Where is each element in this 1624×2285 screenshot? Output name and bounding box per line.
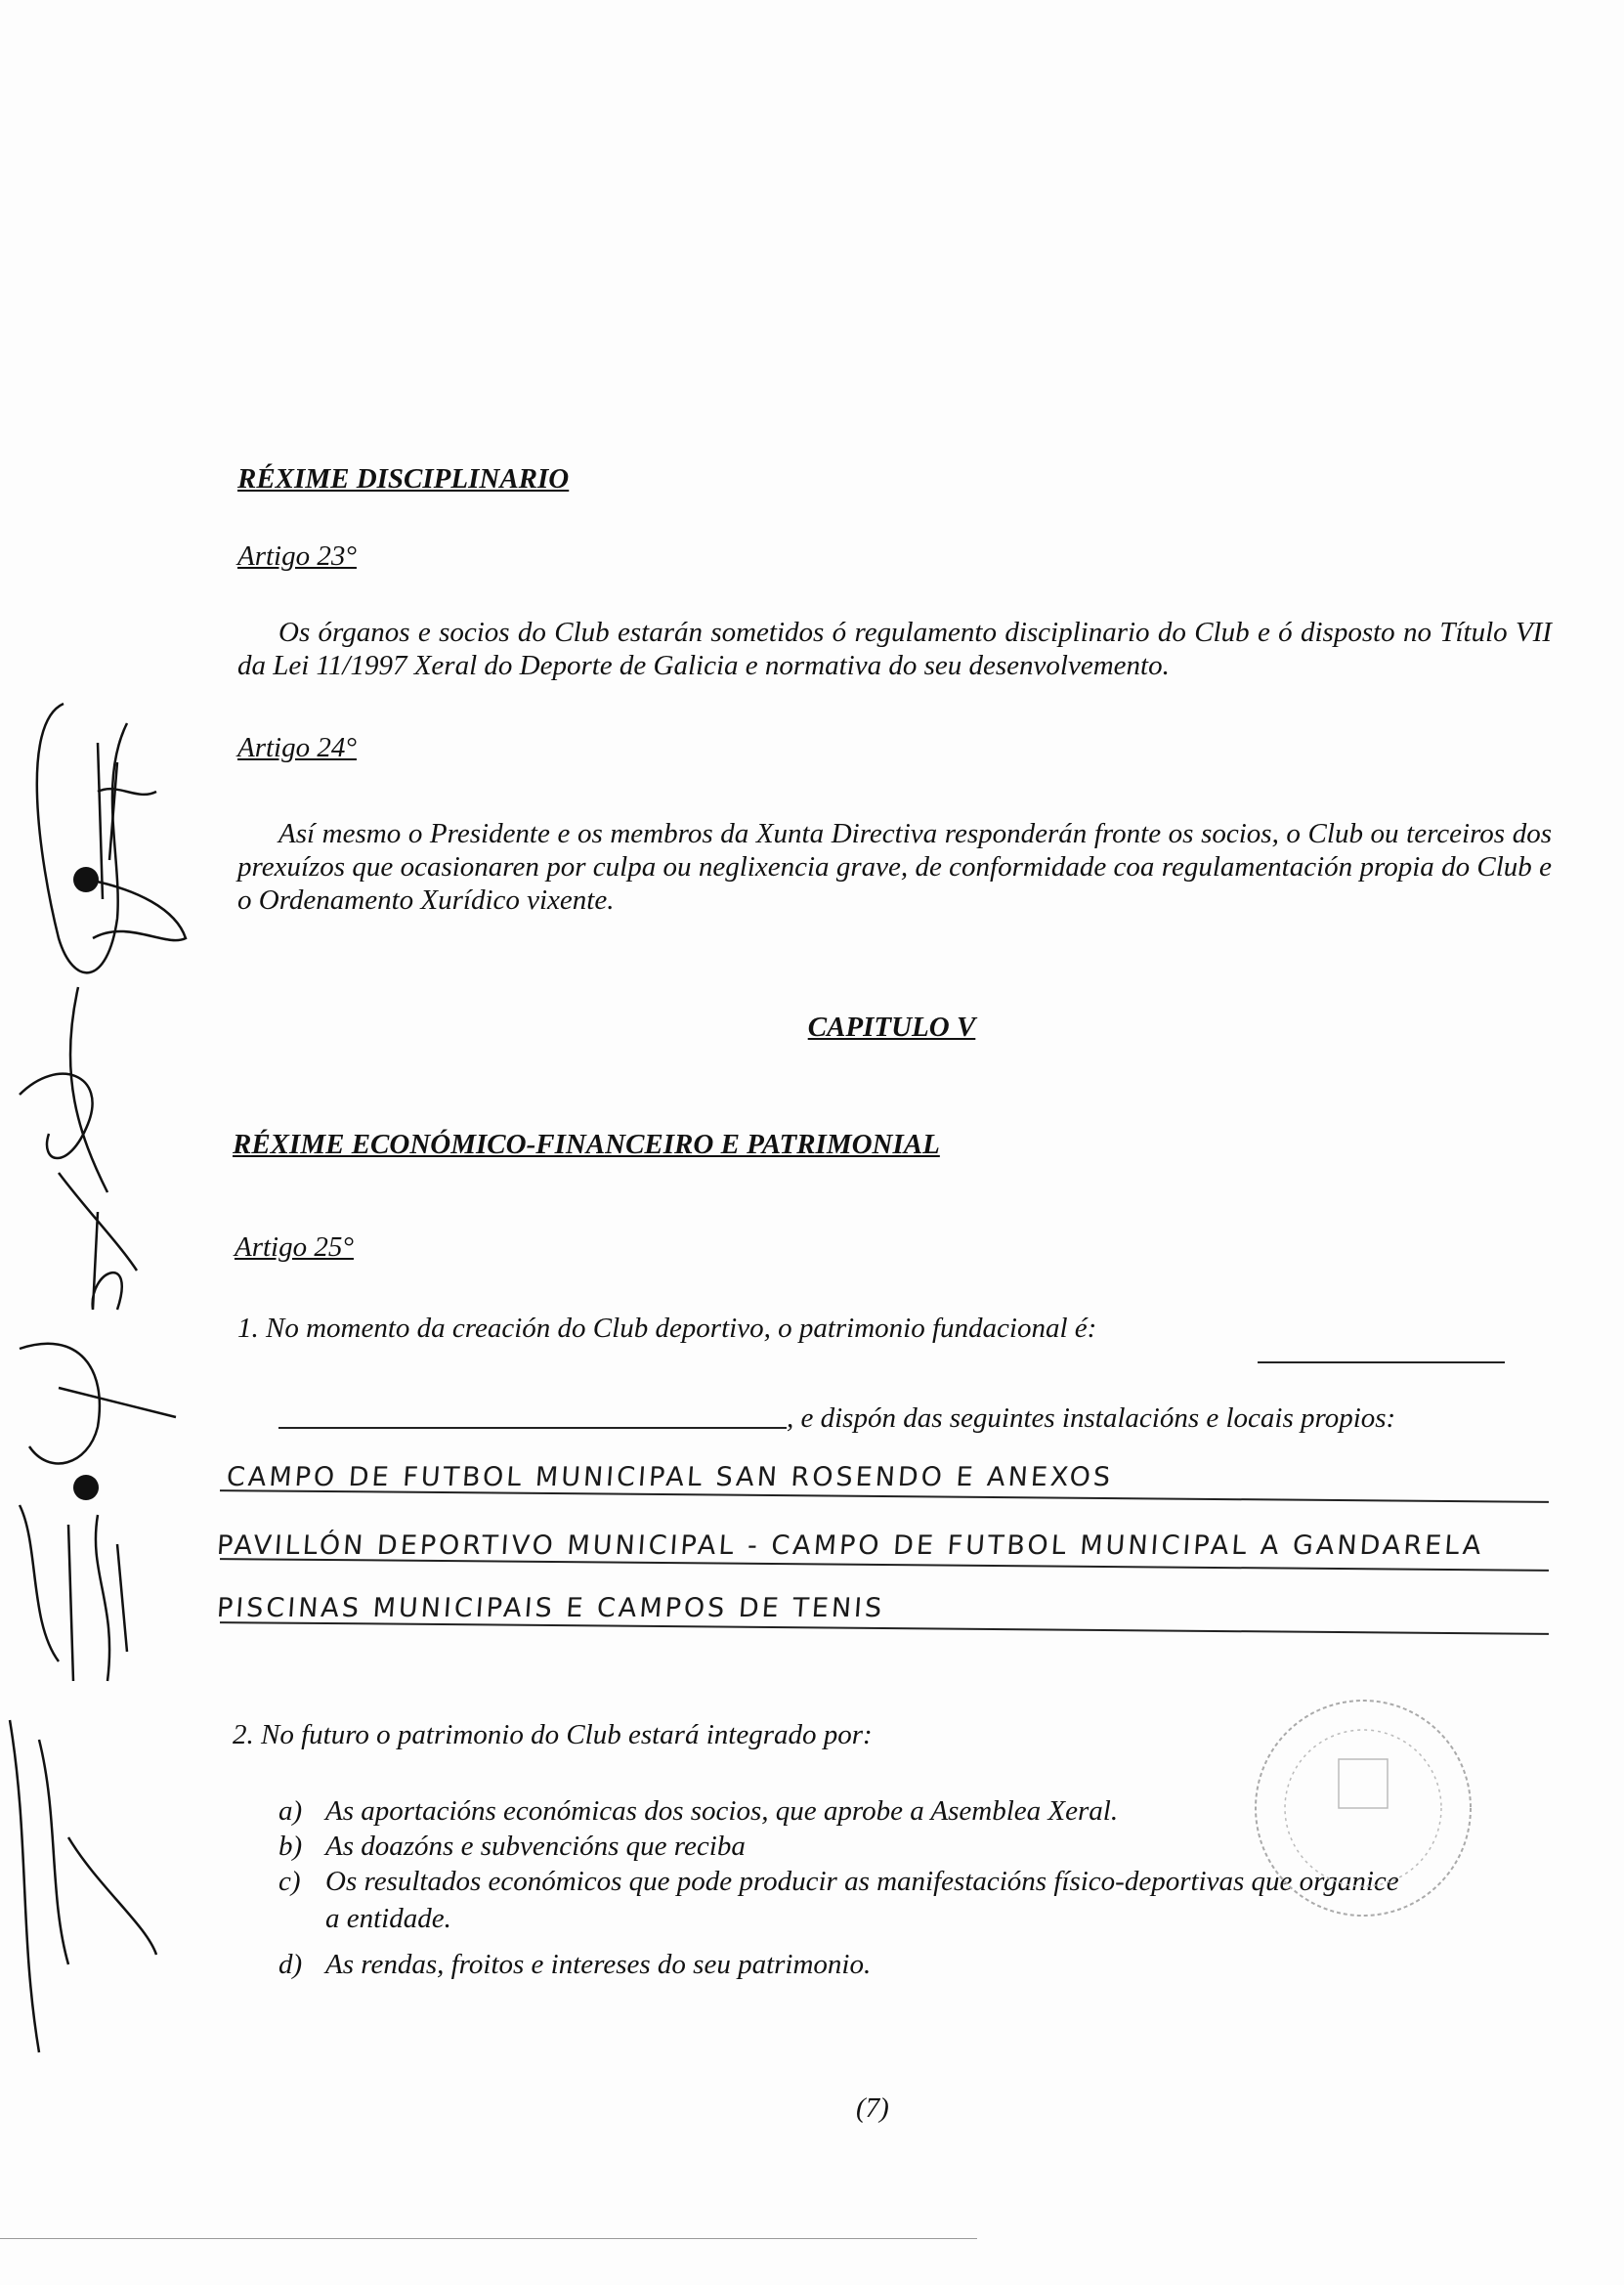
chapter-heading: RÉXIME ECONÓMICO-FINANCEIRO E PATRIMONIAL [233, 1129, 940, 1160]
page-number: (7) [856, 2092, 889, 2124]
blank-line [278, 1427, 787, 1429]
item-1-text: 1. No momento da creación do Club deportivo, o patrimonio fundacional é: [237, 1313, 1097, 1344]
subitem-text: Os resultados económicos que pode producir as manifestacións físico-deportivas que organice [325, 1866, 1399, 1897]
subitem-text: a entidade. [325, 1903, 451, 1934]
subitem-c [278, 1865, 1399, 1898]
subitem-b [278, 1830, 746, 1863]
subitem-text: As aportacións económicas dos socios, que aprobe a Asemblea Xeral. [325, 1795, 1119, 1827]
form-line [220, 1621, 1549, 1635]
subitem-label: d) [278, 1949, 303, 1980]
handwritten-line-1: CAMPO DE FUTBOL MUNICIPAL SAN ROSENDO E ANEXOS [225, 1462, 1115, 1492]
article-24-title: Artigo 24° [237, 732, 357, 763]
item-1-continuation: , e dispón das seguintes instalacións e locais propios: [787, 1402, 1396, 1434]
official-stamp [1241, 1691, 1485, 1935]
subitem-a [278, 1794, 1118, 1828]
item-2-text: 2. No futuro o patrimonio do Club estará integrado por: [233, 1719, 873, 1750]
blank-line [1258, 1361, 1505, 1363]
subitem-d [278, 1948, 871, 1981]
article-25-title: Artigo 25° [235, 1231, 354, 1263]
article-23-title: Artigo 23° [237, 540, 357, 572]
chapter-title: CAPITULO V [807, 1012, 976, 1043]
subitem-label: c) [278, 1866, 301, 1897]
scan-edge-line [0, 2238, 977, 2239]
subitem-text: As rendas, froitos e intereses do seu patrimonio. [325, 1949, 872, 1980]
handwritten-line-2: PAVILLÓN DEPORTIVO MUNICIPAL - CAMPO DE FUTBOL MUNICIPAL A GANDARELA [215, 1531, 1485, 1561]
margin-signatures [0, 665, 205, 2189]
handwritten-line-3: PISCINAS MUNICIPAIS E CAMPOS DE TENIS [215, 1593, 886, 1623]
article-24-text: Así mesmo o Presidente e os membros da Xunta Directiva responderán fronte os socios, o Club ou terceiros dos prexuízos que ocasionaren por culpa ou neglixencia grave, de conformidade coa regulamentación propia do Club e o Ordenamento Xurídico vixente. [237, 818, 1552, 916]
article-23-text: Os órganos e socios do Club estarán sometidos ó regulamento disciplinario do Club e ó disposto no Título VII da Lei 11/1997 Xeral do Deporte de Galicia e normativa do seu desenvolvemento. [237, 617, 1552, 681]
subitem-label: b) [278, 1831, 303, 1862]
subitem-label: a) [278, 1795, 303, 1827]
section-heading-disciplinary: RÉXIME DISCIPLINARIO [237, 463, 570, 495]
subitem-c-cont [278, 1902, 451, 1935]
subitem-text: As doazóns e subvencións que reciba [325, 1831, 746, 1862]
